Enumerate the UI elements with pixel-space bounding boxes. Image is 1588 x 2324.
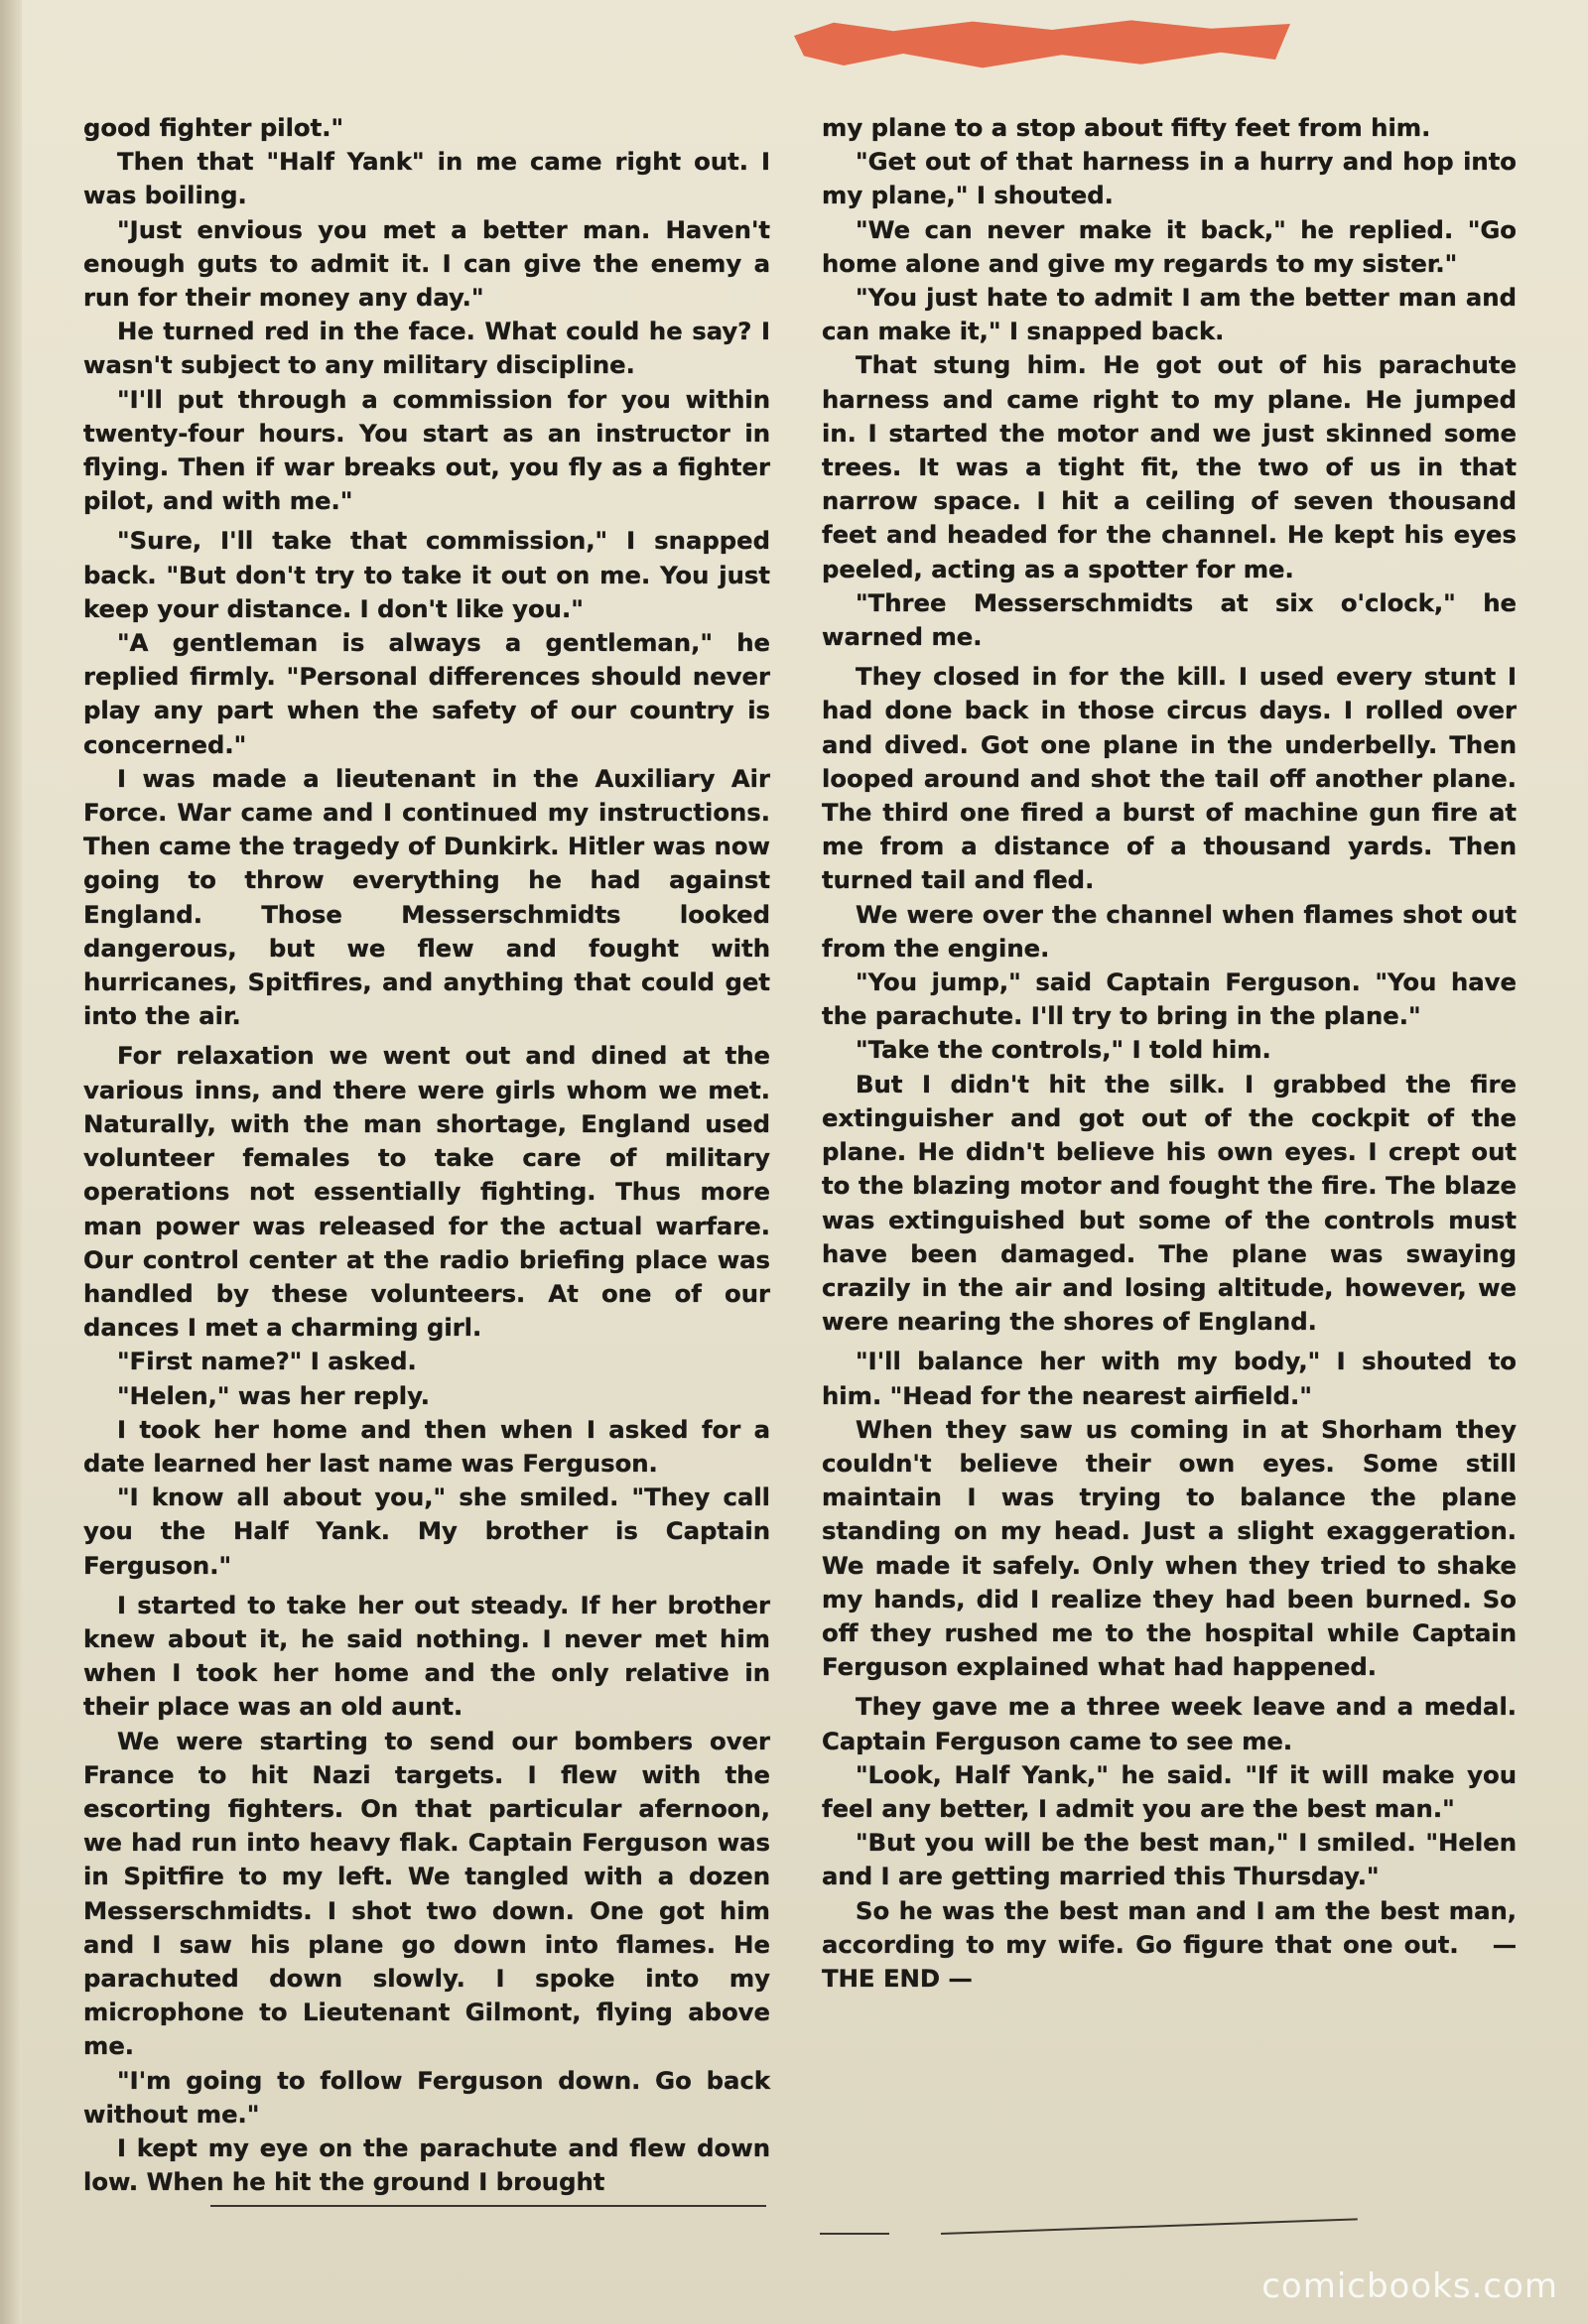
story-paragraph: "We can never make it back," he replied. "Go home alone and give my regards to my sister." — [822, 214, 1517, 278]
left-text-column — [83, 111, 770, 2199]
story-paragraph: "Take the controls," I told him. — [856, 1035, 1271, 1065]
story-paragraph: "First name?" I asked. — [117, 1347, 417, 1376]
site-watermark: comicbooks.com — [1261, 2266, 1558, 2306]
right-text-column — [822, 111, 1517, 1996]
bottom-rule-left — [210, 2205, 766, 2207]
story-paragraph: "Just envious you met a better man. Haven't enough guts to admit it. I can give the enemy a run for their money any day." — [83, 214, 770, 313]
story-paragraph: good fighter pilot." — [83, 113, 344, 142]
story-paragraph: "I'll put through a commission for you within twenty-four hours. You start as an instructor in flying. Then if war breaks out, you fly as a fighter pilot, and with me." — [83, 384, 770, 516]
story-paragraph: "A gentleman is always a gentleman," he replied firmly. "Personal differences should never play any part when the safety of our country is concerned." — [83, 628, 770, 759]
story-paragraph: "I'll balance her with my body," I shouted to him. "Head for the nearest airfield." — [822, 1347, 1517, 1410]
story-paragraph: But I didn't hit the silk. I grabbed the fire extinguisher and got out of the cockpit of the plane. He didn't believe his own eyes. I crept out to the blazing motor and fought the fire. The blaze was extinguished but some of the controls must have been damaged. The plane was swaying crazily in the air and losing altitude, however, we were nearing the shores of England. — [822, 1069, 1517, 1337]
story-paragraph: "I'm going to follow Ferguson down. Go back without me." — [83, 2065, 770, 2129]
story-paragraph: "Three Messerschmidts at six o'clock," he warned me. — [822, 587, 1517, 652]
story-paragraph: "Helen," was her reply. — [117, 1380, 430, 1410]
story-paragraph: We were starting to send our bombers over France to hit Nazi targets. I flew with the escorting fighters. On that particular afernoon, we had run into heavy flak. Captain Ferguson was in Spitfire to my left. We tangled with a dozen Messerschmidts. I shot two down. One got him and I saw his plane go down into flames. He parachuted down slowly. I spoke into my microphone to Lieutenant Gilmont, flying above me. — [83, 1726, 770, 2061]
story-paragraph: I kept my eye on the parachute and flew down low. When he hit the ground I brought — [83, 2132, 770, 2197]
bottom-rule-right — [941, 2218, 1358, 2235]
page-spine-shadow — [0, 0, 22, 2324]
story-paragraph: "You jump," said Captain Ferguson. "You have the parachute. I'll try to bring in the plane." — [822, 968, 1517, 1031]
story-paragraph: "Get out of that harness in a hurry and hop into my plane," I shouted. — [822, 147, 1517, 210]
bottom-rule-mid — [820, 2233, 889, 2235]
story-paragraph: "You just hate to admit I am the better man and can make it," I snapped back. — [822, 283, 1517, 346]
story-paragraph: They closed in for the kill. I used every stunt I had done back in those circus days. I rolled over and dived. Got one plane in the underbelly. Then looped around and shot the tail off another plane. The third one fired a burst of machine gun fire at me from a distance of a thousand yards. Then turned tail and fled. — [822, 662, 1517, 895]
story-paragraph: For relaxation we went out and dined at the various inns, and there were girls whom we met. Naturally, with the man shortage, England used volunteer females to take care of military operations not essentially fighting. Thus more man power was released for the actual warfare. Our control center at the radio briefing place was handled by these volunteers. At one of our dances I met a charming girl. — [83, 1041, 770, 1343]
final-sentence: So he was the best man and I am the best man, according to my wife. Go figure that one out. — [822, 1895, 1517, 1959]
story-paragraph: "I know all about you," she smiled. "They call you the Half Yank. My brother is Captain Ferguson." — [83, 1483, 770, 1580]
story-paragraph: "Sure, I'll take that commission," I snapped back. "But don't try to take it out on me. You just keep your distance. I don't like you." — [83, 526, 770, 623]
story-paragraph: He turned red in the face. What could he say? I wasn't subject to any military discipline. — [83, 317, 770, 380]
story-paragraph: my plane to a stop about fifty feet from him. — [822, 113, 1431, 142]
story-paragraph: I was made a lieutenant in the Auxiliary Air Force. War came and I continued my instructions. Then came the tragedy of Dunkirk. Hitler was now going to throw everything he had against England. Those Messerschmidts looked dangerous, but we flew and fought with hurricanes, Spitfires, and anything that could get into the air. — [83, 763, 770, 1031]
story-paragraph: That stung him. He got out of his parachute harness and came right to my plane. He jumped in. I started the motor and we just skinned some trees. It was a tight fit, the two of us in that narrow space. I hit a ceiling of seven thousand feet and headed for the channel. He kept his eyes peeled, acting as a spotter for me. — [822, 350, 1517, 583]
story-paragraph: They gave me a three week leave and a medal. Captain Ferguson came to see me. — [822, 1692, 1517, 1755]
story-paragraph: "Look, Half Yank," he said. "If it will make you feel any better, I admit you are the best man." — [822, 1759, 1517, 1823]
story-paragraph: Then that "Half Yank" in me came right out. I was boiling. — [83, 147, 770, 210]
story-paragraph: I took her home and then when I asked for a date learned her last name was Ferguson. — [83, 1414, 770, 1478]
story-paragraph: When they saw us coming in at Shorham they couldn't believe their own eyes. Some still maintain I was trying to balance the plane standing on my head. Just a slight exaggeration. We made it safely. Only when they tried to shake my hands, did I realize they had been burned. So off they rushed me to the hospital while Captain Ferguson explained what had happened. — [822, 1414, 1517, 1682]
story-paragraph: "But you will be the best man," I smiled. "Helen and I are getting married this Thursday." — [822, 1828, 1517, 1891]
story-paragraph: We were over the channel when flames shot out from the engine. — [822, 899, 1517, 963]
the-end-marker: — THE END — — [822, 1929, 1517, 1993]
story-paragraph-final — [822, 1894, 1517, 1997]
torn-red-banner — [794, 18, 1290, 77]
story-paragraph: I started to take her out steady. If her brother knew about it, he said nothing. I never met him when I took her home and the only relative in their place was an old aunt. — [83, 1590, 770, 1722]
